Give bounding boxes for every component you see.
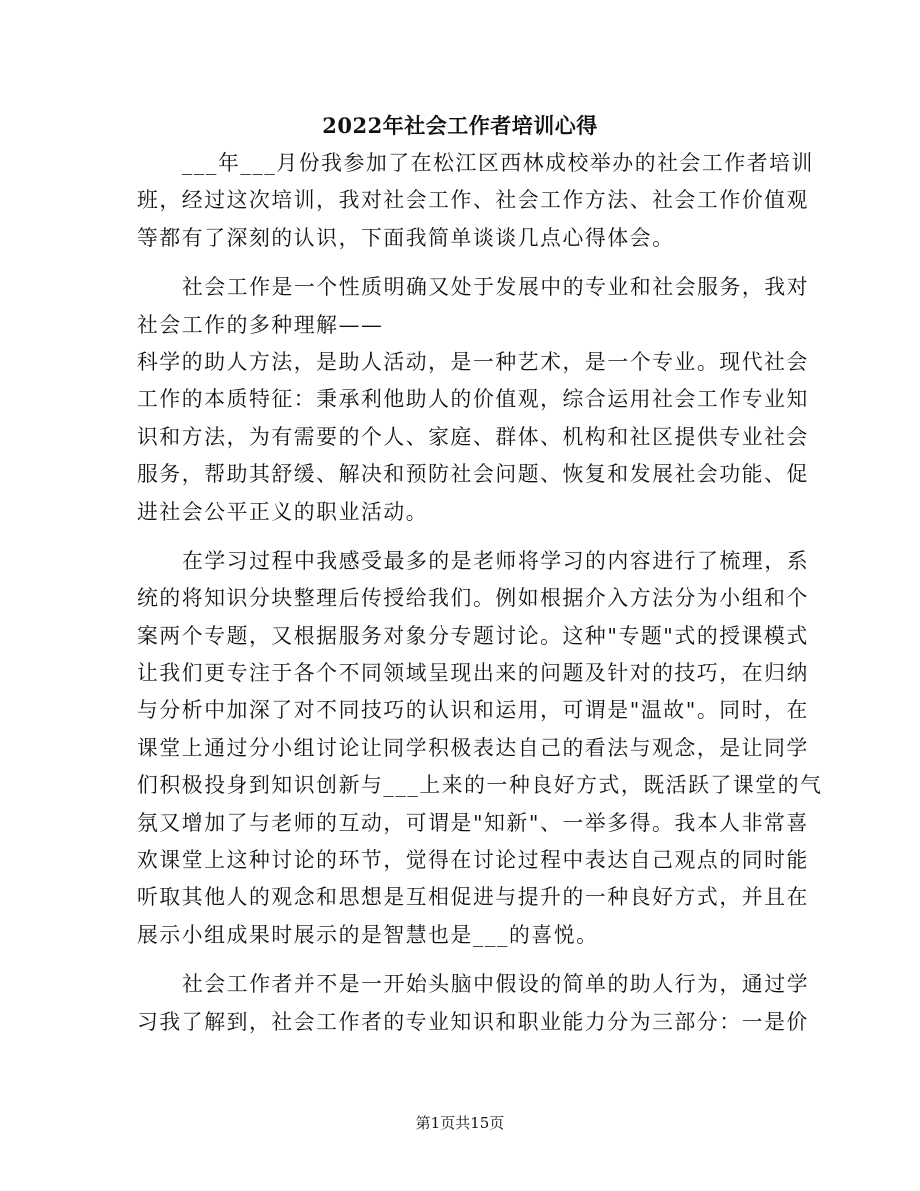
text-line: 在学习过程中我感受最多的是老师将学习的内容进行了梳理，系 <box>182 548 810 573</box>
text-line: 欢课堂上这种讨论的环节，觉得在讨论过程中表达自己观点的同时能 <box>137 848 809 873</box>
document-body <box>137 145 823 1041</box>
text-line: 班，经过这次培训，我对社会工作、社会工作方法、社会工作价值观 <box>137 188 809 213</box>
text-line: 社会工作者并不是一开始头脑中假设的简单的助人行为，通过学 <box>182 972 810 997</box>
paragraph-4 <box>137 966 810 1041</box>
text-line: 等都有了深刻的认识，下面我简单谈谈几点心得体会。 <box>137 225 675 250</box>
text-line: 服务，帮助其舒缓、解决和预防社会问题、恢复和发展社会功能、促 <box>137 462 809 487</box>
text-line: 统的将知识分块整理后传授给我们。例如根据介入方法分为小组和个 <box>137 586 809 611</box>
text-line: 课堂上通过分小组讨论让同学积极表达自己的看法与观念，是让同学 <box>137 735 809 760</box>
text-line: 让我们更专注于各个不同领域呈现出来的问题及针对的技巧，在归纳 <box>137 661 809 686</box>
paragraph-2 <box>137 269 810 531</box>
text-line: 听取其他人的观念和思想是互相促进与提升的一种良好方式，并且在 <box>137 885 809 910</box>
text-line: 们积极投身到知识创新与___上来的一种良好方式，既活跃了课堂的气 <box>137 773 823 798</box>
document-title: 2022年社会工作者培训心得 <box>322 113 598 138</box>
text-line: ___年___月份我参加了在松江区西林成校举办的社会工作者培训 <box>182 151 814 175</box>
paragraph-3 <box>137 543 823 954</box>
text-line: 识和方法，为有需要的个人、家庭、群体、机构和社区提供专业社会 <box>137 424 809 449</box>
text-line: 进社会公平正义的职业活动。 <box>137 499 429 524</box>
page-footer: 第1页共15页 <box>415 1114 505 1132</box>
text-line: 氛又增加了与老师的互动，可谓是"知新"、一举多得。我本人非常喜 <box>137 810 809 835</box>
text-line: 工作的本质特征：秉承利他助人的价值观，综合运用社会工作专业知 <box>137 387 809 412</box>
text-line: 案两个专题，又根据服务对象分专题讨论。这种"专题"式的授课模式 <box>137 623 809 648</box>
text-line: 科学的助人方法，是助人活动，是一种艺术，是一个专业。现代社会 <box>137 349 809 374</box>
text-line: 展示小组成果时展示的是智慧也是___的喜悦。 <box>137 922 599 947</box>
text-line: 社会工作的多种理解—— <box>137 312 384 337</box>
text-line: 与分析中加深了对不同技巧的认识和运用，可谓是"温故"。同时，在 <box>137 698 809 723</box>
text-line: 社会工作是一个性质明确又处于发展中的专业和社会服务，我对 <box>182 275 810 300</box>
paragraph-1 <box>137 145 814 257</box>
text-line: 习我了解到，社会工作者的专业知识和职业能力分为三部分：一是价 <box>137 1009 809 1034</box>
